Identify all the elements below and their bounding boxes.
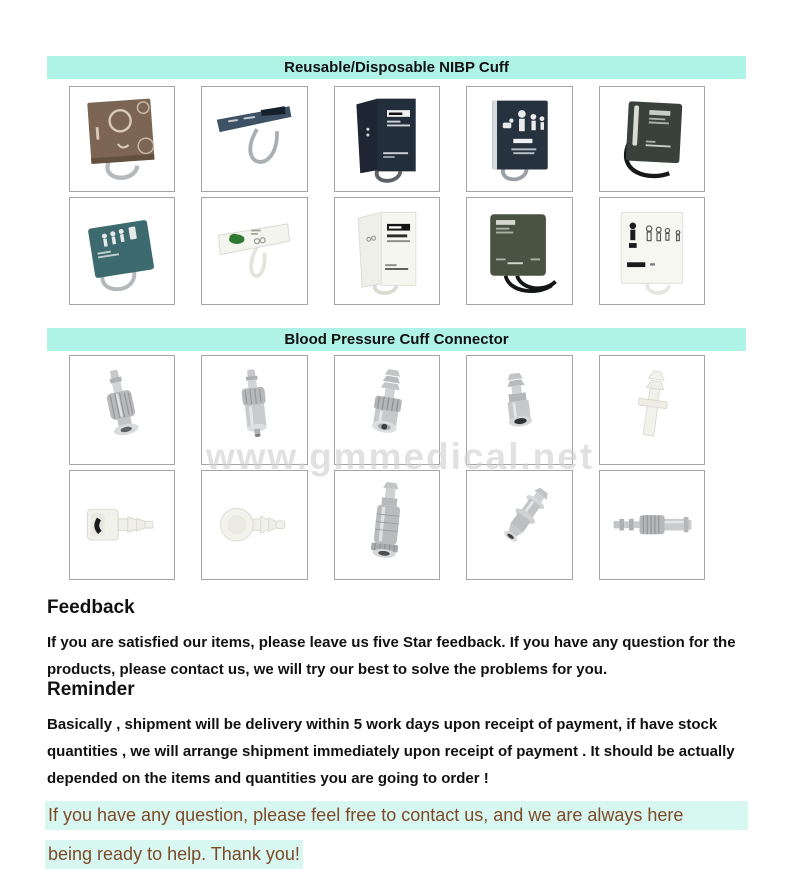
product-cell [466, 355, 572, 465]
metal-barbed-screw-connector-image [339, 360, 435, 459]
product-cell [334, 197, 440, 305]
metal-knurled-connector-image [74, 360, 170, 459]
feedback-heading: Feedback [47, 597, 135, 618]
metal-stepped-connector-image [471, 475, 567, 574]
brown-reusable-nibp-cuff-image [74, 91, 170, 187]
product-cell [69, 470, 175, 580]
product-cell [201, 197, 307, 305]
dark-olive-single-tube-cuff-image [604, 91, 700, 187]
metal-quick-connector-image [339, 475, 435, 574]
navy-adult-durable-cuff-image [339, 91, 435, 187]
product-cell [69, 86, 175, 192]
olive-double-tube-cuff-image [471, 202, 567, 300]
product-cell [201, 86, 307, 192]
product-cell [334, 86, 440, 192]
product-cell [334, 355, 440, 465]
section-banner-connector [47, 328, 746, 351]
section-title: Blood Pressure Cuff Connector [284, 331, 509, 348]
product-cell [466, 86, 572, 192]
connector-product-grid [69, 355, 705, 580]
reminder-paragraph: Basically , shipment will be delivery within 5 work days upon receipt of payment, if have stock quantities , we will arrange shipment immediately upon receipt of payment . It should be actually depended on the items and quantities you are going to order ! [47, 716, 735, 787]
navy-flat-nibp-cuff-image [207, 91, 303, 187]
product-cell [69, 355, 175, 465]
product-cell [599, 197, 705, 305]
section-banner-nibp-cuff [47, 56, 746, 79]
white-plastic-barb-connector-image [604, 360, 700, 459]
feedback-paragraph: If you are satisfied our items, please leave us five Star feedback. If you have any question for the products, please contact us, we will try our best to solve the problems for you. [47, 634, 736, 678]
contact-note-line1: If you have any question, please feel free to contact us, and we are always here [45, 801, 748, 830]
cuff-product-grid [69, 86, 705, 305]
white-quick-release-connector-image [74, 475, 170, 574]
reminder-heading: Reminder [47, 679, 135, 700]
product-cell [201, 355, 307, 465]
contact-note-line2: being ready to help. Thank you! [45, 840, 303, 869]
product-cell [599, 470, 705, 580]
white-round-barb-connector-image [207, 475, 303, 574]
metal-inline-luer-connector-image [604, 475, 700, 574]
white-disposable-pediatric-cuff-image [604, 202, 700, 300]
product-cell [334, 470, 440, 580]
white-disposable-neonate-cuff-image [207, 202, 303, 300]
product-cell [466, 470, 572, 580]
site-watermark: www.gmmedical.net [205, 436, 595, 477]
metal-flanged-connector-image [207, 360, 303, 459]
metal-barbed-connector-image [471, 360, 567, 459]
navy-adult-family-print-cuff-image [471, 91, 567, 187]
teal-reusable-cuff-image [74, 202, 170, 300]
section-title: Reusable/Disposable NIBP Cuff [284, 59, 509, 76]
product-cell [599, 355, 705, 465]
product-cell [466, 197, 572, 305]
product-cell [69, 197, 175, 305]
product-cell [201, 470, 307, 580]
product-cell [599, 86, 705, 192]
white-adult-disposable-cuff-image [339, 202, 435, 300]
